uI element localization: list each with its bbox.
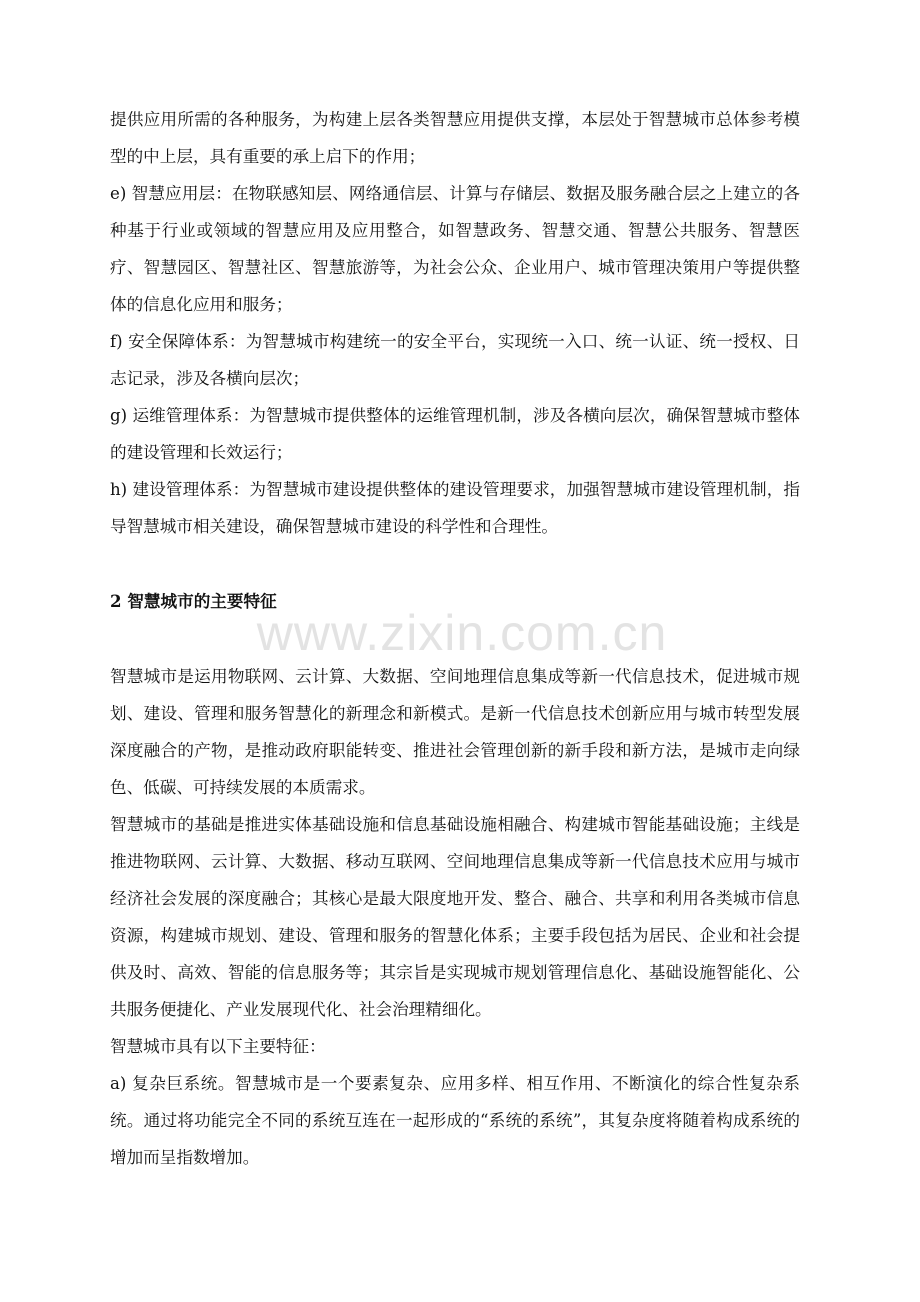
spacer [110,545,800,583]
paragraph-construction-management: h) 建设管理体系：为智慧城市建设提供整体的建设管理要求，加强智慧城市建设管理机制，指导智慧城市相关建设，确保智慧城市建设的科学性和合理性。 [110,480,800,536]
section-heading: 2 智慧城市的主要特征 [110,591,277,611]
paragraph-operations-system: g) 运维管理体系：为智慧城市提供整体的运维管理机制，涉及各横向层次，确保智慧城市整体的建设管理和长效运行； [110,406,800,462]
paragraph-service-layer-continuation: 提供应用所需的各种服务，为构建上层各类智慧应用提供支撑，本层处于智慧城市总体参考模型的中上层，具有重要的承上启下的作用； [110,110,800,166]
paragraph-smart-application-layer: e) 智慧应用层：在物联感知层、网络通信层、计算与存储层、数据及服务融合层之上建立的各种基于行业或领域的智慧应用及应用整合，如智慧政务、智慧交通、智慧公共服务、智慧医疗、智慧园区、智慧社区、智慧旅游等，为社会公众、企业用户、城市管理决策用户等提供整体的信息化应用和服务； [110,184,800,314]
paragraph-feature-a: a) 复杂巨系统。智慧城市是一个要素复杂、应用多样、相互作用、不断演化的综合性复杂系统。通过将功能完全不同的系统互连在一起形成的“系统的系统”，其复杂度将随着构成系统的增加而呈指数增加。 [110,1074,800,1167]
spacer [110,620,800,658]
watermark: www.zixin.com.cn [256,605,668,661]
paragraph-definition: 智慧城市是运用物联网、云计算、大数据、空间地理信息集成等新一代信息技术，促进城市规划、建设、管理和服务智慧化的新理念和新模式。是新一代信息技术创新应用与城市转型发展深度融合的产物，是推动政府职能转变、推进社会管理创新的新手段和新方法，是城市走向绿色、低碳、可持续发展的本质需求。 [110,667,800,797]
paragraph-foundation: 智慧城市的基础是推进实体基础设施和信息基础设施相融合、构建城市智能基础设施；主线是推进物联网、云计算、大数据、移动互联网、空间地理信息集成等新一代信息技术应用与城市经济社会发展的深度融合；其核心是最大限度地开发、整合、融合、共享和利用各类城市信息资源，构建城市规划、建设、管理和服务的智慧化体系；主要手段包括为居民、企业和社会提供及时、高效、智能的信息服务等；其宗旨是实现城市规划管理信息化、基础设施智能化、公共服务便捷化、产业发展现代化、社会治理精细化。 [110,815,800,1019]
document-body [110,101,800,1176]
paragraph-security-system: f) 安全保障体系：为智慧城市构建统一的安全平台，实现统一入口、统一认证、统一授权、日志记录，涉及各横向层次； [110,332,800,388]
paragraph-features-intro: 智慧城市具有以下主要特征： [110,1037,326,1056]
